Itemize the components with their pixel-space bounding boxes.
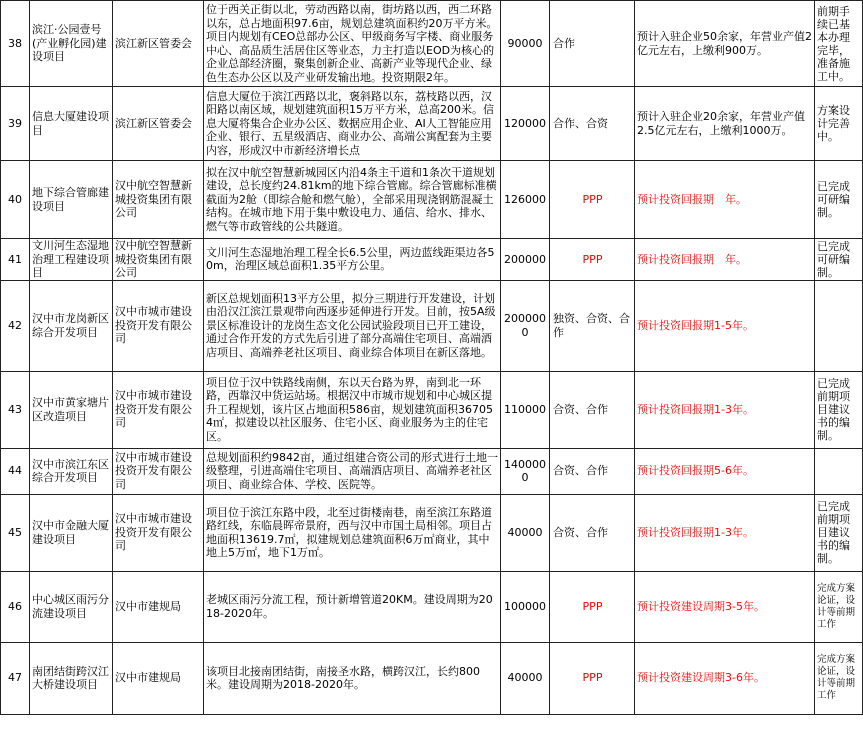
progress-cell [815,280,863,371]
benefit-cell: 预计投资回报期5-6年。 [635,448,815,494]
owner-cell: 汉中市建规局 [113,642,204,714]
cooperation-mode-cell: PPP [550,642,635,714]
project-name-cell: 南团结街跨汉江大桥建设项目 [30,642,113,714]
content-cell: 总规划面积约9842亩，通过组建合资公司的形式进行土地一级整理，引进高端住宅项目、高端酒店项目、高端养老社区项目、商业综合体、学校、医院等。 [204,448,501,494]
cooperation-mode-cell: 合作 [550,1,635,87]
project-name-cell: 汉中市黄家塘片区改造项目 [30,371,113,448]
table-row [1,571,863,642]
progress-cell: 已完成前期项目建议书的编制。 [815,371,863,448]
content-cell: 该项目北接南团结街，南接圣水路，横跨汉江，长约800米。建设周期为2018-2020年。 [204,642,501,714]
content-cell: 新区总规划面积13平方公里，拟分三期进行开发建设，计划由沿汉江滨江景观带向西逐步延伸进行开发。目前，按5A级景区标准设计的龙岗生态文化公园试验段项目已开工建设，通过合作开发的方式先后引进了部分高端住宅项目、高端酒店项目、高端养老社区项目、商业综合体项目在新区落地。 [204,280,501,371]
table-row [1,280,863,371]
progress-cell [815,448,863,494]
table-row [1,642,863,714]
project-name-cell: 汉中市金融大厦建设项目 [30,494,113,571]
benefit-cell: 预计投资建设周期3-5年。 [635,571,815,642]
investment-cell: 40000 [501,642,550,714]
progress-cell: 完成方案论证，设计等前期工作 [815,642,863,714]
benefit-cell: 预计入驻企业20余家，年营业产值2.5亿元左右，上缴利1000万。 [635,87,815,161]
row-number: 38 [1,1,30,87]
table-row [1,371,863,448]
table-row [1,1,863,87]
benefit-cell: 预计入驻企业50余家，年营业产值2亿元左右，上缴利900万。 [635,1,815,87]
cooperation-mode-cell: 合资、合作 [550,494,635,571]
investment-cell: 126000 [501,161,550,239]
progress-cell: 完成方案论证，设计等前期工作 [815,571,863,642]
owner-cell: 汉中航空智慧新城投资集团有限公司 [113,161,204,239]
project-name-cell: 滨江·公园壹号(产业孵化园)建设项目 [30,1,113,87]
benefit-cell: 预计投资建设周期3-6年。 [635,642,815,714]
content-cell: 拟在汉中航空智慧新城园区内沿4条主干道和1条次干道规划建设，总长度约24.81km的地下综合管廊。综合管廊标准横截面为2舱（即综合舱和燃气舱），全部采用现浇钢筋混凝土结构。在城市地下用于集中敷设电力、通信、给水、排水、燃气等市政管线的公共隧道。 [204,161,501,239]
progress-cell: 前期手续已基本办理完毕，准备施工中。 [815,1,863,87]
table-row [1,87,863,161]
investment-cell: 1400000 [501,448,550,494]
row-number: 42 [1,280,30,371]
cooperation-mode-cell: PPP [550,161,635,239]
owner-cell: 汉中市城市建设投资开发有限公司 [113,494,204,571]
content-cell: 文川河生态湿地治理工程全长6.5公里，两边蓝线距渠边各50m，治理区域总面积1.35平方公里。 [204,239,501,281]
investment-cell: 40000 [501,494,550,571]
cooperation-mode-cell: 合作、合资 [550,87,635,161]
owner-cell: 汉中航空智慧新城投资集团有限公司 [113,239,204,281]
cooperation-mode-cell: 合资、合作 [550,371,635,448]
investment-cell: 100000 [501,571,550,642]
investment-cell: 110000 [501,371,550,448]
owner-cell: 汉中市建规局 [113,571,204,642]
row-number: 47 [1,642,30,714]
project-name-cell: 文川河生态湿地治理工程建设项目 [30,239,113,281]
project-name-cell: 中心城区雨污分流建设项目 [30,571,113,642]
progress-cell: 已完成可研编制。 [815,161,863,239]
row-number: 40 [1,161,30,239]
table-row [1,161,863,239]
investment-cell: 120000 [501,87,550,161]
content-cell: 老城区雨污分流工程，预计新增管道20KM。建设周期为2018-2020年。 [204,571,501,642]
progress-cell: 已完成可研编制。 [815,239,863,281]
owner-cell: 汉中市城市建设投资开发有限公司 [113,448,204,494]
investment-cell: 90000 [501,1,550,87]
content-cell: 项目位于滨江东路中段，北至过街楼南巷，南至滨江东路道路红线，东临晨晖帝景府，西与汉中市国土局相邻。项目占地面积13619.7㎡，拟建规划总建筑面积6万㎡商业，其中地上5万㎡，地下1万㎡。 [204,494,501,571]
benefit-cell: 预计投资回报期1-5年。 [635,280,815,371]
owner-cell: 汉中市城市建设投资开发有限公司 [113,280,204,371]
progress-cell: 已完成前期项目建议书的编制。 [815,494,863,571]
owner-cell: 滨江新区管委会 [113,1,204,87]
content-cell: 信息大厦位于滨江西路以北，褒斜路以东，荔枝路以西，汉阳路以南区域，规划建筑面积15万平方米，总高200米。信息大厦将集合企业办公区、数据应用企业、AI人工智能应用企业、银行、五星级酒店、商业办公、高端公寓配套为主要内容，形成汉中市新经济增长点 [204,87,501,161]
investment-cell: 2000000 [501,280,550,371]
cooperation-mode-cell: 合资、合作 [550,448,635,494]
row-number: 44 [1,448,30,494]
investment-cell: 200000 [501,239,550,281]
row-number: 41 [1,239,30,281]
project-name-cell: 地下综合管廊建设项目 [30,161,113,239]
benefit-cell: 预计投资回报期 年。 [635,239,815,281]
cooperation-mode-cell: 独资、合资、合作 [550,280,635,371]
content-cell: 项目位于汉中铁路线南侧，东以天台路为界，南到北一环路，西靠汉中货运站场。根据汉中市城市规划和中心城区提升工程规划，该片区占地面积586亩，规划建筑面积367054㎡，拟建设以社区服务、住宅小区、商业服务为主的住宅区。 [204,371,501,448]
table-row [1,494,863,571]
row-number: 39 [1,87,30,161]
project-name-cell: 汉中市滨江东区综合开发项目 [30,448,113,494]
owner-cell: 汉中市城市建设投资开发有限公司 [113,371,204,448]
benefit-cell: 预计投资回报期1-3年。 [635,371,815,448]
cooperation-mode-cell: PPP [550,571,635,642]
row-number: 46 [1,571,30,642]
row-number: 45 [1,494,30,571]
owner-cell: 滨江新区管委会 [113,87,204,161]
table-row [1,448,863,494]
benefit-cell: 预计投资回报期1-3年。 [635,494,815,571]
project-name-cell: 信息大厦建设项目 [30,87,113,161]
table-row [1,239,863,281]
row-number: 43 [1,371,30,448]
benefit-cell: 预计投资回报期 年。 [635,161,815,239]
cooperation-mode-cell: PPP [550,239,635,281]
content-cell: 位于西关正街以北，劳动西路以南，街坊路以西，西二环路以东，总占地面积97.6亩，规划总建筑面积约20万平方米。项目内规划有CEO总部办公区、甲级商务写字楼、商业服务中心、高品质生活居住区等业态，力主打造以EOD为核心的企业总部经济圈，聚集创新企业、高新产业等现代企业、绿色生态办公区以及产业研发输出地。投资期限2年。 [204,1,501,87]
progress-cell: 方案设计完善中。 [815,87,863,161]
project-name-cell: 汉中市龙岗新区综合开发项目 [30,280,113,371]
